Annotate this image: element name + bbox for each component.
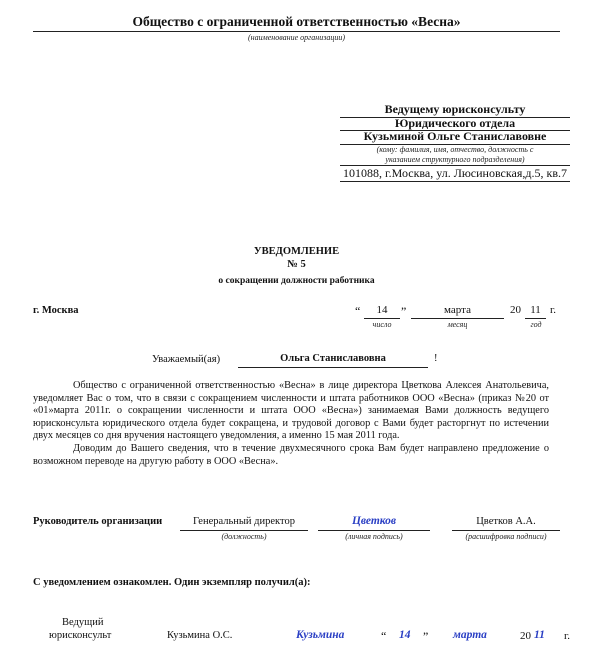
signer-signature-underline [318,530,430,531]
notice-paragraph-1: Общество с ограниченной ответственностью «Весна» в лице директора Цветкова Алексея Анатольевича, уведомляет Вас о том, что в связи с сокращением численности и штата работников ООО «Весна» (приказ №20 от «01»марта 2011г. о сокращении численности и штата ООО «Весна») занимаемая Вами должность ведущего юрисконсульта юридического отдела будет сокращена, и трудовой договор с Вами будет расторгнут по истечении двух месяцев со дня вручения настоящего уведомления, а именно 15 мая 2011 года. [33,380,549,442]
signer-position: Генеральный директор [193,516,295,527]
organization-name: Общество с ограниченной ответственностью «Весна» [132,14,461,29]
date-open-quote: “ [355,304,361,318]
notice-body [33,380,549,468]
notice-paragraph-2: Доводим до Вашего сведения, что в течение двухмесячного срока Вам будет направлено предложение о возможном переводе на другую работу в ООО «Весна». [33,442,549,467]
date-year-underline [525,318,546,319]
ack-date-month: марта [453,629,487,641]
addressee-position: Ведущему юрисконсульту [384,102,526,116]
signer-position-underline [180,530,308,531]
organization-caption: (наименование организации) [247,33,346,42]
date-year-unit: г. [550,304,557,316]
document-title: УВЕДОМЛЕНИЕ [253,246,340,257]
document-number: № 5 [287,259,306,270]
ack-date-close-quote: ” [423,629,429,643]
addressee-department: Юридического отдела [394,116,516,130]
addressee-name: Кузьминой Ольге Станиславовне [363,129,547,143]
date-day-underline [364,318,400,319]
greeting-name: Ольга Станиславовна [280,353,386,364]
signer-name: Цветков А.А. [476,516,536,527]
date-close-quote: ” [401,304,407,318]
greeting-prefix: Уважаемый(ая) [152,354,221,365]
date-month-underline [411,318,504,319]
date-month: марта [444,304,471,316]
employee-signature: Кузьмина [296,629,345,641]
ack-date-open-quote: “ [381,629,387,643]
addressee-address: 101088, г.Москва, ул. Люсиновская,д.5, кв.7 [343,166,567,180]
ack-date-year-prefix: 20 [520,630,531,642]
greeting-name-underline [238,367,428,368]
date-day-caption: число [372,320,392,329]
date-year-caption: год [530,320,542,329]
signer-position-caption: (должность) [221,532,267,541]
employee-position-1: Ведущий [62,617,104,628]
signer-signature: Цветков [351,515,397,527]
ack-date-year: 11 [534,629,545,641]
addressee-caption-1: (кому: фамилия, имя, отчество, должность с [376,145,534,154]
signer-name-caption: (расшифровка подписи) [465,532,547,541]
addressee-caption-2: указанием структурного подразделения) [385,155,525,164]
addressee-address-underline [340,181,570,182]
date-year: 11 [530,304,541,316]
employee-position-2: юрисконсульт [49,630,112,641]
employee-name: Кузьмина О.С. [167,630,233,641]
signer-name-underline [452,530,560,531]
city: г. Москва [33,305,79,316]
greeting-suffix: ! [434,353,438,364]
signature-label: Руководитель организации [33,516,163,527]
organization-underline [33,31,560,32]
ack-date-day: 14 [399,629,411,641]
date-month-caption: месяц [447,320,468,329]
signer-signature-caption: (личная подпись) [345,532,403,541]
acknowledgement-title: С уведомлением ознакомлен. Один экземпляр получил(а): [33,577,311,588]
document-subtitle: о сокращении должности работника [218,276,375,286]
date-day: 14 [376,304,388,316]
date-year-prefix: 20 [510,304,521,316]
ack-date-year-unit: г. [564,630,571,642]
